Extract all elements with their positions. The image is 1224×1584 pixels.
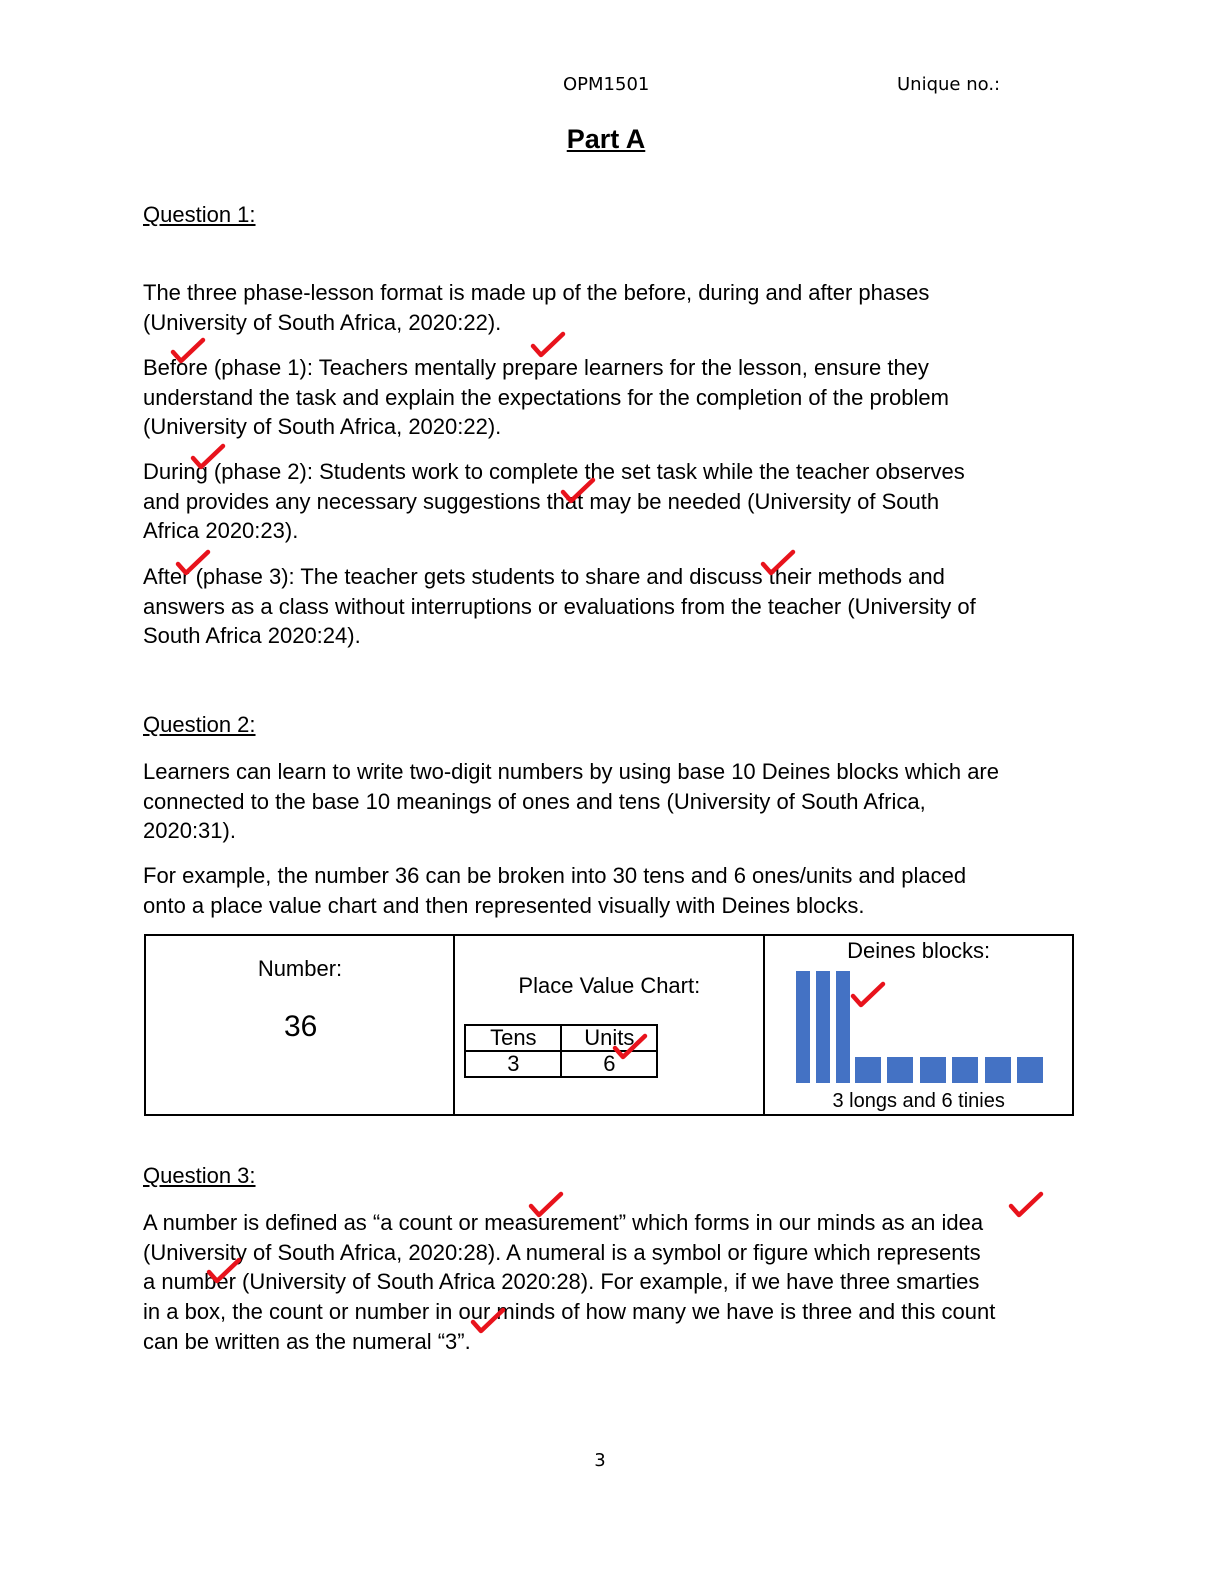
q1-during-paragraph xyxy=(143,457,1083,546)
text-line: can be written as the numeral “3”. xyxy=(143,1328,471,1354)
example-table xyxy=(144,934,1074,1116)
text-line: During (phase 2): Students work to complete the set task while the teacher observes xyxy=(143,459,965,484)
tiny-block xyxy=(920,1057,946,1083)
text-line: (University of South Africa, 2020:22). xyxy=(143,309,502,335)
text-line: (University of South Africa, 2020:28). A numeral is a symbol or figure which represents xyxy=(143,1239,981,1265)
question-1-heading: Question 1: xyxy=(143,202,256,227)
tick-mark-icon xyxy=(1008,1190,1044,1220)
tick-mark-icon xyxy=(530,330,566,360)
q2-paragraph-1 xyxy=(143,757,1083,846)
q2-paragraph-2 xyxy=(143,861,1083,920)
number-value: 36 xyxy=(284,1010,318,1043)
tiny-block xyxy=(887,1057,913,1083)
tens-header: Tens xyxy=(465,1025,561,1051)
place-value-label: Place Value Chart: xyxy=(518,973,701,998)
text-line: A number is defined as “a count or measurement” which forms in our minds as an idea xyxy=(143,1210,984,1235)
text-line: 2020:31). xyxy=(143,818,236,844)
tick-mark-icon xyxy=(612,1032,648,1062)
tick-mark-icon xyxy=(175,548,211,578)
tick-mark-icon xyxy=(470,1306,506,1336)
text-line: (University of South Africa, 2020:22). xyxy=(143,414,502,440)
place-value-cell xyxy=(454,935,763,1115)
text-line: Before (phase 1): Teachers mentally prepare learners for the lesson, ensure they xyxy=(143,355,929,380)
tick-mark-icon xyxy=(560,476,596,506)
tens-value: 3 xyxy=(465,1051,561,1077)
question-2-heading: Question 2: xyxy=(143,712,256,737)
text-line: onto a place value chart and then represented visually with Deines blocks. xyxy=(143,892,865,918)
course-code: OPM1501 xyxy=(563,74,650,95)
tick-mark-icon xyxy=(850,980,886,1010)
text-line: Africa 2020:23). xyxy=(143,518,299,544)
page-number: 3 xyxy=(594,1450,606,1471)
tiny-block xyxy=(985,1057,1011,1083)
text-line: in a box, the count or number in our minds of how many we have is three and this count xyxy=(143,1299,996,1325)
text-line: and provides any necessary suggestions that may be needed (University of South xyxy=(143,488,940,514)
text-line: answers as a class without interruptions or evaluations from the teacher (University of xyxy=(143,593,976,619)
tick-mark-icon xyxy=(190,442,226,472)
text-line: The three phase-lesson format is made up of the before, during and after phases xyxy=(143,280,930,305)
tiny-block xyxy=(855,1057,881,1083)
deines-blocks-label: Deines blocks: xyxy=(847,938,991,963)
units-value: 6 xyxy=(561,1051,657,1077)
q1-after-paragraph xyxy=(143,562,1083,651)
number-label: Number: xyxy=(257,956,343,981)
units-header: Units xyxy=(561,1025,657,1051)
question-3-heading: Question 3: xyxy=(143,1163,256,1188)
long-block xyxy=(796,971,810,1083)
text-line: connected to the base 10 meanings of ones and tens (University of South Africa, xyxy=(143,788,926,814)
text-line: After (phase 3): The teacher gets students to share and discuss their methods and xyxy=(143,564,945,589)
blocks-caption: 3 longs and 6 tinies xyxy=(832,1090,1005,1112)
q3-paragraph xyxy=(143,1208,1083,1357)
tick-mark-icon xyxy=(206,1256,242,1286)
part-title: Part A xyxy=(566,124,646,154)
long-block xyxy=(836,971,850,1083)
text-line: For example, the number 36 can be broken into 30 tens and 6 ones/units and placed xyxy=(143,863,967,888)
tick-mark-icon xyxy=(170,336,206,366)
number-cell xyxy=(145,935,454,1115)
tiny-block xyxy=(1017,1057,1043,1083)
long-block xyxy=(816,971,830,1083)
q1-intro-paragraph xyxy=(143,278,1083,337)
deines-blocks-cell xyxy=(764,935,1073,1115)
unique-no-label: Unique no.: xyxy=(897,74,1001,95)
tick-mark-icon xyxy=(528,1190,564,1220)
q1-before-paragraph xyxy=(143,353,1083,442)
text-line: a number (University of South Africa 2020:28). For example, if we have three smarties xyxy=(143,1269,980,1295)
tick-mark-icon xyxy=(760,548,796,578)
text-line: South Africa 2020:24). xyxy=(143,623,361,649)
text-line: understand the task and explain the expectations for the completion of the problem xyxy=(143,384,949,410)
text-line: Learners can learn to write two-digit numbers by using base 10 Deines blocks which are xyxy=(143,759,999,784)
tiny-block xyxy=(952,1057,978,1083)
